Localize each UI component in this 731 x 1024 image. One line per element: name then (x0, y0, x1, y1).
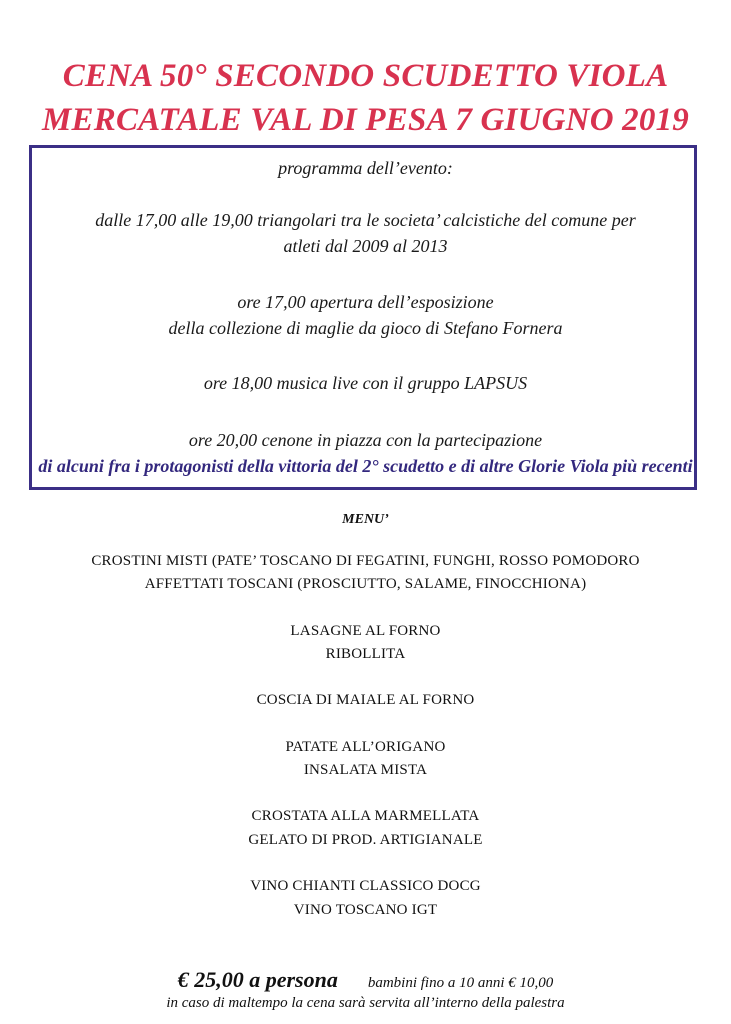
programma-item-triangolari-line1: dalle 17,00 alle 19,00 triangolari tra le societa’ calcistiche del comune per (95, 210, 636, 230)
menu-item: PATATE ALL’ORIGANO (285, 739, 446, 755)
adult-price: € 25,00 a persona (177, 967, 338, 992)
programma-item-triangolari-line2: atleti dal 2009 al 2013 (283, 236, 448, 256)
programma-item-cenone-line2: di alcuni fra i protagonisti della vittoria del 2° scudetto e di altre Glorie Viola più recenti (38, 456, 693, 476)
programma-item-esposizione-line2: della collezione di maglie da gioco di Stefano Fornera (168, 318, 563, 338)
menu-item: AFFETTATI TOSCANI (PROSCIUTTO, SALAME, FINOCCHIONA) (144, 576, 587, 592)
menu-item: VINO TOSCANO IGT (293, 902, 438, 918)
menu-item: LASAGNE AL FORNO (290, 623, 441, 639)
programma-item-esposizione-line1: ore 17,00 apertura dell’esposizione (237, 292, 494, 312)
event-subtitle: MERCATALE VAL DI PESA 7 GIUGNO 2019 (42, 102, 689, 138)
menu-heading: MENU’ (342, 512, 389, 527)
event-title: CENA 50° SECONDO SCUDETTO VIOLA (62, 58, 669, 94)
menu-item: GELATO DI PROD. ARTIGIANALE (248, 832, 483, 848)
menu-item: CROSTINI MISTI (PATE’ TOSCANO DI FEGATINI, FUNGHI, ROSSO POMODORO (91, 553, 640, 569)
bad-weather-note: in caso di maltempo la cena sarà servita all’interno della palestra (166, 995, 565, 1011)
menu-item: COSCIA DI MAIALE AL FORNO (256, 692, 475, 708)
menu-item: RIBOLLITA (325, 646, 406, 662)
kids-price: bambini fino a 10 anni € 10,00 (367, 975, 554, 991)
price-row (0, 967, 731, 993)
menu-item: VINO CHIANTI CLASSICO DOCG (250, 878, 481, 894)
programma-item-cenone-line1: ore 20,00 cenone in piazza con la partecipazione (188, 430, 543, 450)
programma-item-musica: ore 18,00 musica live con il gruppo LAPSUS (203, 373, 528, 393)
menu-item: CROSTATA ALLA MARMELLATA (251, 808, 480, 824)
programma-heading: programma dell’evento: (278, 158, 453, 178)
menu-item: INSALATA MISTA (303, 762, 428, 778)
